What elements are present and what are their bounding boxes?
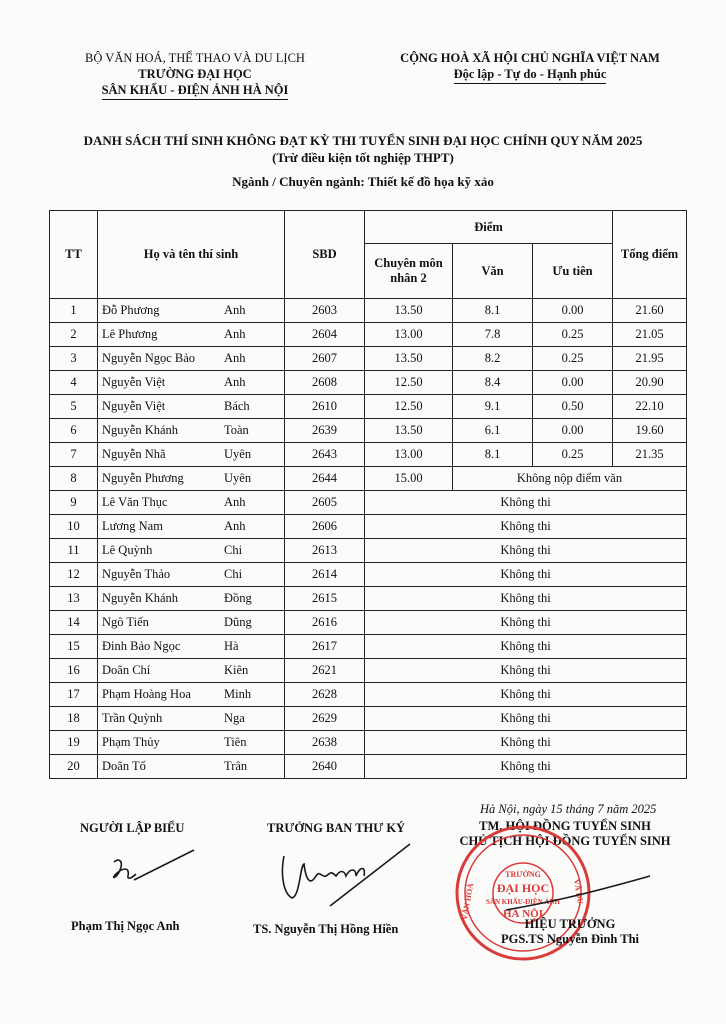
score-uu-tien: 0.25 — [533, 443, 613, 467]
table-row — [50, 347, 687, 371]
candidate-name — [98, 395, 285, 419]
table-row — [50, 515, 687, 539]
candidate-sbd: 2640 — [285, 755, 365, 779]
table-row — [50, 683, 687, 707]
candidate-name — [98, 347, 285, 371]
candidate-name — [98, 683, 285, 707]
score-uu-tien: 0.25 — [533, 347, 613, 371]
table-row — [50, 323, 687, 347]
candidate-surname: Nguyễn Ngọc Bảo — [102, 351, 196, 365]
rector-name: PGS.TS Nguyễn Đình Thi — [500, 932, 640, 946]
table-row — [50, 635, 687, 659]
preparer-signature-icon — [100, 840, 210, 900]
candidate-given-name: Nga — [224, 711, 245, 725]
header-sbd: SBD — [285, 211, 365, 299]
candidate-given-name: Anh — [224, 495, 246, 509]
candidate-name — [98, 755, 285, 779]
candidate-sbd: 2614 — [285, 563, 365, 587]
score-van: 8.4 — [453, 371, 533, 395]
row-note: Không thi — [365, 683, 687, 707]
candidate-surname: Phạm Thủy — [102, 735, 160, 749]
score-chuyen-mon: 12.50 — [365, 395, 453, 419]
preparer-name: Phạm Thị Ngọc Anh — [71, 919, 180, 933]
candidate-given-name: Hà — [224, 639, 239, 653]
candidate-surname: Lê Quỳnh — [102, 543, 153, 557]
row-number: 2 — [50, 323, 98, 347]
row-number: 19 — [50, 731, 98, 755]
rector-block — [470, 917, 670, 947]
candidate-sbd: 2613 — [285, 539, 365, 563]
candidate-surname: Phạm Hoàng Hoa — [102, 687, 191, 701]
candidate-given-name: Uyên — [224, 447, 252, 461]
score-tong: 21.35 — [613, 443, 687, 467]
candidate-name — [98, 659, 285, 683]
score-uu-tien: 0.00 — [533, 371, 613, 395]
candidate-surname: Đinh Bảo Ngọc — [102, 639, 181, 653]
candidate-given-name: Chi — [224, 543, 243, 557]
score-chuyen-mon: 13.00 — [365, 443, 453, 467]
candidate-name — [98, 539, 285, 563]
candidate-surname: Doãn Chí — [102, 663, 151, 677]
secretary-signature-icon — [270, 836, 420, 916]
candidate-sbd: 2628 — [285, 683, 365, 707]
header-name: Họ và tên thí sinh — [98, 211, 285, 299]
candidate-sbd: 2604 — [285, 323, 365, 347]
candidate-given-name: Anh — [224, 519, 246, 533]
candidate-name — [98, 515, 285, 539]
candidate-sbd: 2615 — [285, 587, 365, 611]
candidate-name — [98, 467, 285, 491]
candidate-surname: Nguyễn Nhã — [102, 447, 166, 461]
score-tong: 21.95 — [613, 347, 687, 371]
candidate-sbd: 2617 — [285, 635, 365, 659]
candidate-name — [98, 587, 285, 611]
document-date: Hà Nội, ngày 15 tháng 7 năm 2025 — [480, 802, 657, 816]
row-number: 1 — [50, 299, 98, 323]
score-van: 9.1 — [453, 395, 533, 419]
candidate-sbd: 2605 — [285, 491, 365, 515]
candidate-name — [98, 323, 285, 347]
score-chuyen-mon: 13.50 — [365, 419, 453, 443]
table-row — [50, 611, 687, 635]
score-uu-tien: 0.50 — [533, 395, 613, 419]
score-tong: 20.90 — [613, 371, 687, 395]
candidate-sbd: 2606 — [285, 515, 365, 539]
score-chuyen-mon: 15.00 — [365, 467, 453, 491]
score-van: 6.1 — [453, 419, 533, 443]
candidate-surname: Doãn Tố — [102, 759, 146, 773]
title-sub: (Trừ điều kiện tốt nghiệp THPT) — [272, 150, 454, 165]
header-chuyen-mon: Chuyên môn nhân 2 — [365, 244, 453, 299]
row-number: 9 — [50, 491, 98, 515]
candidate-given-name: Trân — [224, 759, 248, 773]
school-line1: TRƯỜNG ĐẠI HỌC — [138, 67, 252, 81]
score-uu-tien: 0.00 — [533, 299, 613, 323]
header-uu-tien: Ưu tiên — [533, 244, 613, 299]
candidate-given-name: Toàn — [224, 423, 249, 437]
candidate-given-name: Đồng — [224, 591, 252, 605]
row-number: 3 — [50, 347, 98, 371]
table-row — [50, 419, 687, 443]
candidate-given-name: Anh — [224, 351, 246, 365]
candidate-given-name: Uyên — [224, 471, 252, 485]
row-number: 20 — [50, 755, 98, 779]
candidate-given-name: Anh — [224, 327, 246, 341]
candidate-name — [98, 731, 285, 755]
row-note: Không thi — [365, 707, 687, 731]
stamp-text-3: SÂN KHẤU-ĐIỆN ẢNH — [486, 898, 560, 906]
rector-signature-icon — [500, 870, 660, 920]
table-row — [50, 587, 687, 611]
score-van: 8.1 — [453, 299, 533, 323]
candidate-sbd: 2621 — [285, 659, 365, 683]
row-note: Không thi — [365, 515, 687, 539]
score-tong: 21.05 — [613, 323, 687, 347]
candidate-surname: Nguyễn Khánh — [102, 423, 179, 437]
candidate-name — [98, 491, 285, 515]
header-right — [380, 50, 680, 84]
candidate-given-name: Anh — [224, 375, 246, 389]
table-row — [50, 467, 687, 491]
score-chuyen-mon: 12.50 — [365, 371, 453, 395]
table-row — [50, 443, 687, 467]
score-van: 8.2 — [453, 347, 533, 371]
council-line2: CHỦ TỊCH HỘI ĐỒNG TUYỂN SINH — [459, 834, 671, 848]
candidate-name — [98, 443, 285, 467]
candidate-surname: Đỗ Phương — [102, 303, 160, 317]
council-line1: TM. HỘI ĐỒNG TUYỂN SINH — [479, 819, 651, 833]
header-tong: Tổng điểm — [613, 211, 687, 299]
rector-title: HIỆU TRƯỞNG — [524, 917, 616, 931]
score-tong: 19.60 — [613, 419, 687, 443]
row-note: Không thi — [365, 563, 687, 587]
candidate-given-name: Dũng — [224, 615, 252, 629]
secretary-title: TRƯỞNG BAN THƯ KÝ — [267, 821, 406, 835]
score-chuyen-mon: 13.50 — [365, 347, 453, 371]
candidate-sbd: 2629 — [285, 707, 365, 731]
candidate-surname: Trần Quỳnh — [102, 711, 163, 725]
candidate-name — [98, 635, 285, 659]
svg-text:VÀ DU: VÀ DU — [571, 878, 586, 905]
table-row — [50, 371, 687, 395]
row-note: Không thi — [365, 635, 687, 659]
row-note: Không thi — [365, 731, 687, 755]
candidate-surname: Nguyễn Phương — [102, 471, 184, 485]
candidate-surname: Nguyễn Thảo — [102, 567, 171, 581]
row-number: 8 — [50, 467, 98, 491]
candidate-given-name: Minh — [224, 687, 252, 701]
stamp-text-1: TRƯỜNG — [505, 870, 541, 879]
candidate-given-name: Anh — [224, 303, 246, 317]
candidate-name — [98, 611, 285, 635]
row-number: 6 — [50, 419, 98, 443]
score-tong: 22.10 — [613, 395, 687, 419]
header-van: Văn — [453, 244, 533, 299]
score-tong: 21.60 — [613, 299, 687, 323]
republic-name: CỘNG HOÀ XÃ HỘI CHỦ NGHĨA VIỆT NAM — [400, 51, 660, 65]
header-tt: TT — [50, 211, 98, 299]
candidate-sbd: 2608 — [285, 371, 365, 395]
table-row — [50, 563, 687, 587]
candidate-given-name: Tiên — [224, 735, 247, 749]
candidate-surname: Ngô Tiến — [102, 615, 149, 629]
document-title — [20, 132, 706, 166]
row-number: 17 — [50, 683, 98, 707]
candidate-given-name: Kiên — [224, 663, 249, 677]
table-row — [50, 299, 687, 323]
row-number: 11 — [50, 539, 98, 563]
row-note: Không thi — [365, 539, 687, 563]
table-row — [50, 731, 687, 755]
row-number: 15 — [50, 635, 98, 659]
candidate-surname: Lê Phương — [102, 327, 158, 341]
candidate-sbd: 2638 — [285, 731, 365, 755]
candidate-given-name: Bách — [224, 399, 250, 413]
score-uu-tien: 0.25 — [533, 323, 613, 347]
row-number: 12 — [50, 563, 98, 587]
score-chuyen-mon: 13.50 — [365, 299, 453, 323]
score-van: 8.1 — [453, 443, 533, 467]
candidate-sbd: 2639 — [285, 419, 365, 443]
table-row — [50, 755, 687, 779]
preparer-title: NGƯỜI LẬP BIỂU — [80, 821, 185, 835]
score-van: 7.8 — [453, 323, 533, 347]
candidate-name — [98, 707, 285, 731]
row-number: 7 — [50, 443, 98, 467]
candidate-surname: Nguyễn Khánh — [102, 591, 179, 605]
ministry-name: BỘ VĂN HOÁ, THỂ THAO VÀ DU LỊCH — [85, 51, 305, 65]
table-row — [50, 491, 687, 515]
candidate-sbd: 2610 — [285, 395, 365, 419]
score-chuyen-mon: 13.00 — [365, 323, 453, 347]
row-number: 5 — [50, 395, 98, 419]
row-note: Không thi — [365, 659, 687, 683]
svg-text:VĂN HOÁ: VĂN HOÁ — [459, 882, 476, 921]
row-number: 4 — [50, 371, 98, 395]
candidate-surname: Lê Văn Thục — [102, 495, 168, 509]
candidate-sbd: 2616 — [285, 611, 365, 635]
table-row — [50, 539, 687, 563]
results-table — [49, 210, 687, 779]
candidate-surname: Lương Nam — [102, 519, 163, 533]
row-note: Không thi — [365, 611, 687, 635]
candidate-sbd: 2643 — [285, 443, 365, 467]
candidate-name — [98, 371, 285, 395]
row-number: 10 — [50, 515, 98, 539]
row-number: 18 — [50, 707, 98, 731]
row-number: 13 — [50, 587, 98, 611]
row-note: Không thi — [365, 491, 687, 515]
candidate-given-name: Chi — [224, 567, 243, 581]
candidate-surname: Nguyễn Việt — [102, 375, 166, 389]
secretary-name: TS. Nguyễn Thị Hồng Hiền — [253, 922, 399, 936]
stamp-text-2: ĐẠI HỌC — [496, 881, 550, 895]
table-row — [50, 659, 687, 683]
candidate-name — [98, 563, 285, 587]
candidate-name — [98, 419, 285, 443]
row-note: Không nộp điểm văn — [453, 467, 687, 491]
header-left — [60, 50, 330, 100]
score-uu-tien: 0.00 — [533, 419, 613, 443]
motto: Độc lập - Tự do - Hạnh phúc — [454, 66, 607, 84]
row-note: Không thi — [365, 755, 687, 779]
candidate-sbd: 2607 — [285, 347, 365, 371]
school-line2: SÂN KHẤU - ĐIỆN ẢNH HÀ NỘI — [102, 82, 289, 100]
candidate-surname: Nguyễn Việt — [102, 399, 166, 413]
row-number: 14 — [50, 611, 98, 635]
row-note: Không thi — [365, 587, 687, 611]
header-diem: Điểm — [365, 211, 613, 244]
candidate-sbd: 2603 — [285, 299, 365, 323]
stamp-text-4: HÀ NỘI — [502, 908, 544, 920]
table-row — [50, 707, 687, 731]
candidate-sbd: 2644 — [285, 467, 365, 491]
title-main: DANH SÁCH THÍ SINH KHÔNG ĐẠT KỲ THI TUYỂN SINH ĐẠI HỌC CHÍNH QUY NĂM 2025 — [83, 133, 643, 148]
row-number: 16 — [50, 659, 98, 683]
table-row — [50, 395, 687, 419]
candidate-name — [98, 299, 285, 323]
major-line: Ngành / Chuyên ngành: Thiết kế đồ họa kỹ xảo — [232, 174, 494, 189]
